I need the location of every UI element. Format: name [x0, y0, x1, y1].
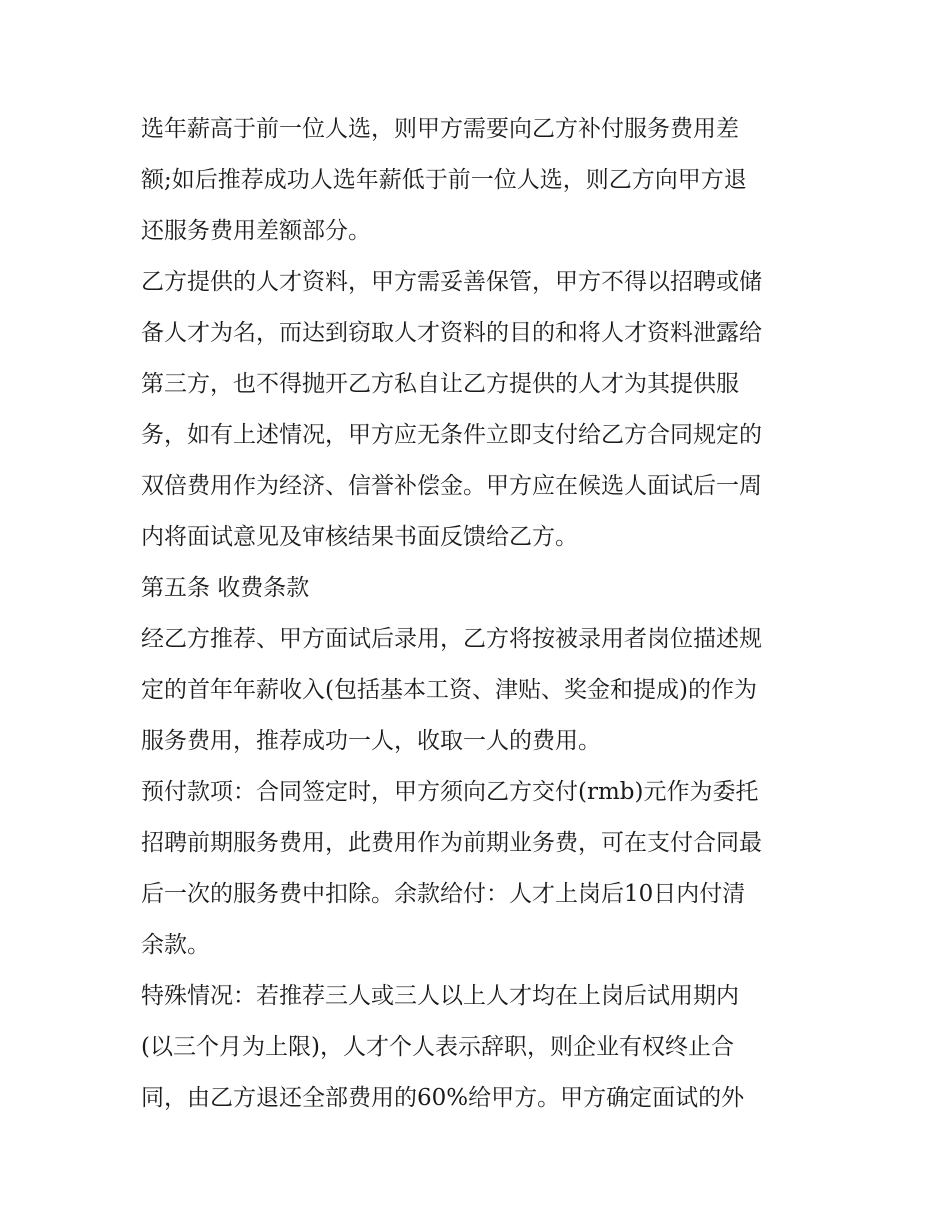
text-line: 务，如有上述情况，甲方应无条件立即支付给乙方合同规定的 [141, 422, 762, 448]
text-line: 选年薪高于前一位人选，则甲方需要向乙方补付服务费用差 [141, 116, 739, 142]
text-line: 服务费用，推荐成功一人，收取一人的费用。 [141, 728, 601, 754]
paragraph-special-cases [141, 971, 821, 1124]
text-line: (以三个月为上限)，人才个人表示辞职，则企业有权终止合 [141, 1034, 734, 1060]
text-line: 招聘前期服务费用，此费用作为前期业务费，可在支付合同最 [141, 830, 762, 856]
text-line: 乙方提供的人才资料，甲方需妥善保管，甲方不得以招聘或储 [141, 269, 762, 295]
paragraph-confidentiality [141, 257, 821, 563]
paragraph-service-fee [141, 614, 821, 767]
text-line: 还服务费用差额部分。 [141, 218, 371, 244]
paragraph-fee-difference [141, 104, 821, 257]
document-body [141, 104, 821, 1124]
section-heading: 第五条 收费条款 [141, 575, 310, 601]
text-line: 余款。 [141, 932, 210, 958]
text-line: 同，由乙方退还全部费用的60%给甲方。甲方确定面试的外 [141, 1085, 745, 1111]
text-line: 后一次的服务费中扣除。余款给付：人才上岗后10日内付清 [141, 881, 746, 907]
paragraph-prepayment [141, 767, 821, 971]
text-line: 特殊情况：若推荐三人或三人以上人才均在上岗后试用期内 [141, 983, 739, 1009]
text-line: 预付款项：合同签定时，甲方须向乙方交付(rmb)元作为委托 [141, 779, 759, 805]
text-line: 内将面试意见及审核结果书面反馈给乙方。 [141, 524, 578, 550]
text-line: 经乙方推荐、甲方面试后录用，乙方将按被录用者岗位描述规 [141, 626, 762, 652]
text-line: 第三方，也不得抛开乙方私自让乙方提供的人才为其提供服 [141, 371, 739, 397]
text-line: 双倍费用作为经济、信誉补偿金。甲方应在候选人面试后一周 [141, 473, 762, 499]
text-line: 额;如后推荐成功人选年薪低于前一位人选，则乙方向甲方退 [141, 167, 747, 193]
text-line: 定的首年年薪收入(包括基本工资、津贴、奖金和提成)的作为 [141, 677, 757, 703]
text-line: 备人才为名，而达到窃取人才资料的目的和将人才资料泄露给 [141, 320, 762, 346]
section-heading-article-5 [141, 563, 821, 614]
